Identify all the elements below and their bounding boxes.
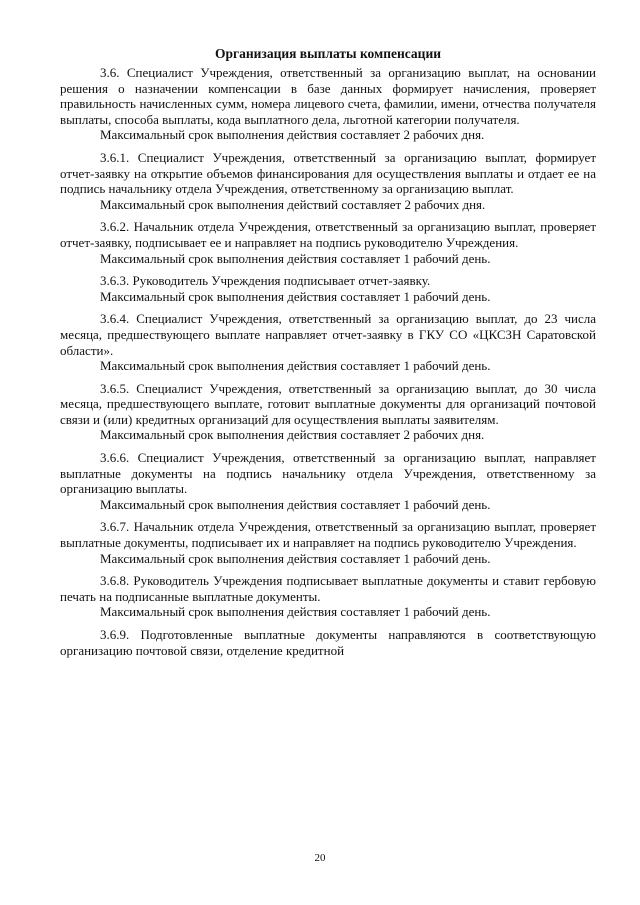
deadline-note: Максимальный срок выполнения действия составляет 1 рабочий день. (100, 250, 491, 266)
deadline-note: Максимальный срок выполнения действий составляет 2 рабочих дня. (100, 196, 486, 212)
paragraph: 3.6.4. Специалист Учреждения, ответственный за организацию выплат, до 23 числа месяца, предшествующего выплате направляет отчет-заявку в ГКУ СО «ЦКСЗН Саратовской области». (60, 311, 596, 358)
deadline-note: Максимальный срок выполнения действия составляет 2 рабочих дня. (100, 427, 485, 443)
paragraph: 3.6.9. Подготовленные выплатные документы направляются в соответствующую организацию почтовой связи, отделение кредитной (60, 627, 596, 658)
section-title: Организация выплаты компенсации (214, 46, 442, 61)
page-number: 20 (314, 852, 326, 864)
paragraph: 3.6.7. Начальник отдела Учреждения, ответственный за организацию выплат, проверяет выплатные документы, подписывает их и направляет на подпись руководителю Учреждения. (60, 519, 596, 551)
paragraph: 3.6.6. Специалист Учреждения, ответственный за организацию выплат, направляет выплатные документы на подпись начальнику отдела Учреждения, ответственному за организацию выплаты. (60, 450, 596, 497)
paragraph: 3.6. Специалист Учреждения, ответственный за организацию выплат, на основании решения о назначении компенсации в базе данных формирует начисления, проверяет правильность начисленных сумм, номера лицевого счета, фамилии, имени, отчества получателя выплаты, способа выплаты, кода выплатного дела, льготной категории получателя. (60, 65, 596, 127)
deadline-note: Максимальный срок выполнения действия составляет 1 рабочий день. (100, 604, 491, 620)
sections-container (60, 65, 596, 658)
paragraph: 3.6.5. Специалист Учреждения, ответственный за организацию выплат, до 30 числа месяца, предшествующего выплате, готовит выплатные документы для организаций почтовой связи и (или) кредитных организаций для осуществления выплаты заявителям. (60, 380, 596, 427)
deadline-note: Максимальный срок выполнения действия составляет 1 рабочий день. (100, 288, 491, 304)
deadline-note: Максимальный срок выполнения действия составляет 1 рабочий день. (100, 358, 491, 374)
paragraph: 3.6.8. Руководитель Учреждения подписывает выплатные документы и ставит гербовую печать на подписанные выплатные документы. (60, 573, 596, 604)
deadline-note: Максимальный срок выполнения действия составляет 2 рабочих дня. (100, 127, 485, 143)
deadline-note: Максимальный срок выполнения действия составляет 1 рабочий день. (100, 496, 491, 512)
paragraph: 3.6.3. Руководитель Учреждения подписывает отчет-заявку. (100, 273, 431, 289)
paragraph: 3.6.2. Начальник отдела Учреждения, ответственный за организацию выплат, проверяет отчет-заявку, подписывает ее и направляет на подпись руководителю Учреждения. (60, 219, 596, 250)
page-body (60, 46, 596, 658)
paragraph: 3.6.1. Специалист Учреждения, ответственный за организацию выплат, формирует отчет-заявку на открытие объемов финансирования для осуществления выплаты и отдает ее на подпись начальнику отдела Учреждения, ответственному за организацию выплат. (60, 149, 596, 197)
deadline-note: Максимальный срок выполнения действия составляет 1 рабочий день. (100, 550, 491, 566)
